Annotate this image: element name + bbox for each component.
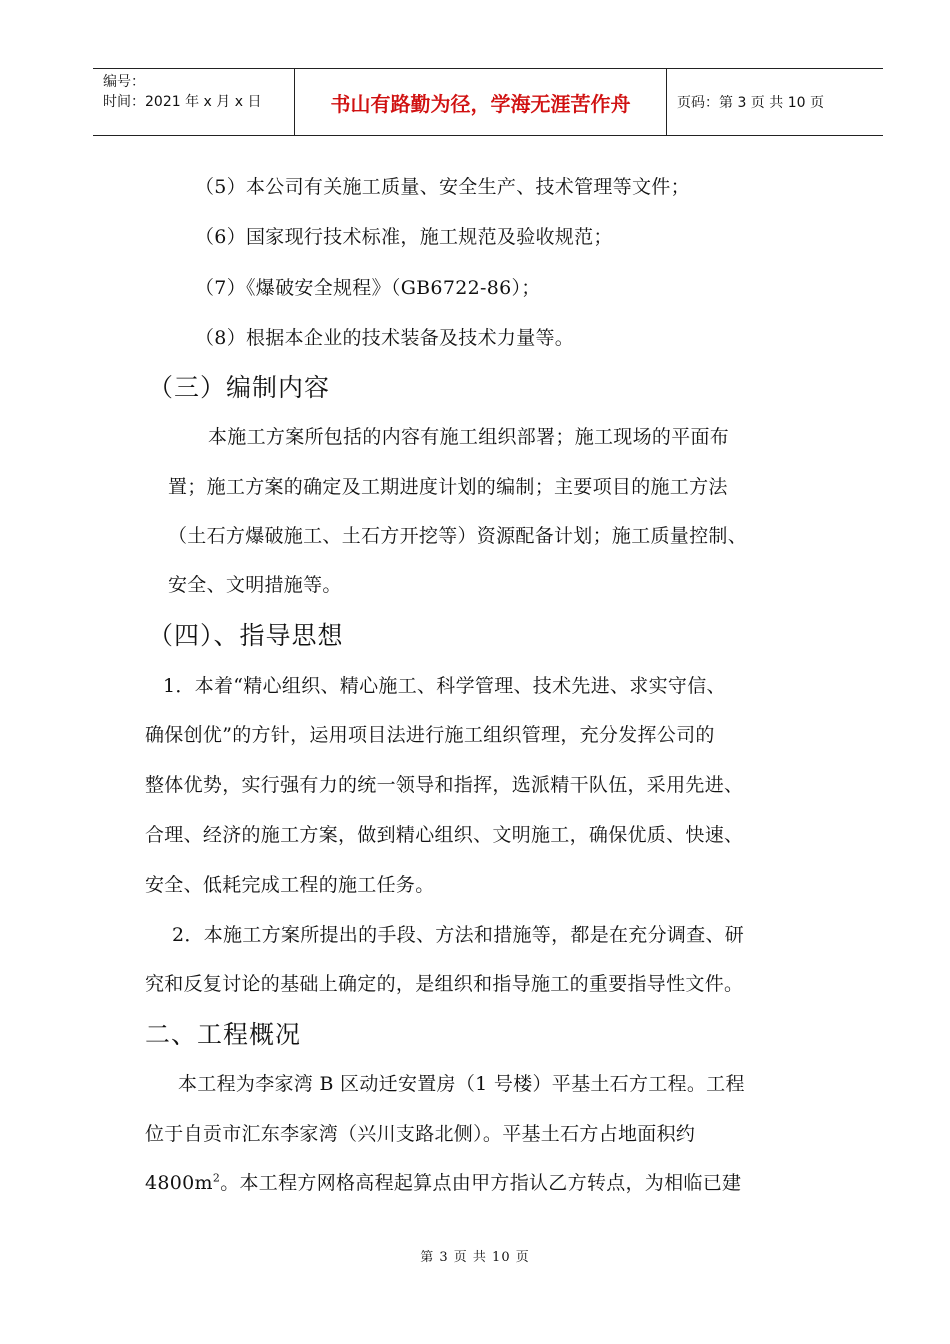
paragraph-line: （土石方爆破施工、土石方开挖等）资源配备计划；施工质量控制、 [168, 525, 748, 547]
paragraph-line: 本工程为李家湾 B 区动迁安置房（1 号楼）平基土石方工程。工程 [178, 1073, 745, 1095]
paragraph-line: 2．本施工方案所提出的手段、方法和措施等，都是在充分调查、研 [172, 924, 745, 946]
paragraph-line: 安全、文明措施等。 [168, 574, 342, 596]
list-item: （7）《爆破安全规程》（GB6722-86）； [195, 277, 541, 299]
header-motto: 书山有路勤为径，学海无涯苦作舟 [295, 69, 667, 135]
paragraph-line: 究和反复讨论的基础上确定的，是组织和指导施工的重要指导性文件。 [145, 973, 744, 995]
time-label: 时间：2021 年 x 月 x 日 [103, 94, 262, 110]
header-meta-cell [93, 69, 295, 135]
paragraph-line: 安全、低耗完成工程的施工任务。 [145, 874, 435, 896]
area-line-rest: 。本工程方网格高程起算点由甲方指认乙方转点，为相临已建 [220, 1172, 742, 1194]
page-header [93, 68, 883, 136]
section-heading-3: （三）编制内容 [148, 373, 331, 402]
paragraph-line: 1．本着“精心组织、精心施工、科学管理、技术先进、求实守信、 [163, 675, 726, 697]
area-value: 4800m [145, 1172, 213, 1194]
header-page-info: 页码：第 3 页 共 10 页 [677, 95, 824, 111]
paragraph-line: 本施工方案所包括的内容有施工组织部署；施工现场的平面布 [208, 426, 730, 448]
area-unit-exponent: 2 [212, 1171, 221, 1185]
code-label: 编号： [103, 74, 145, 90]
section-heading-two: 二、工程概况 [145, 1020, 302, 1049]
paragraph-line: 置；施工方案的确定及工期进度计划的编制；主要项目的施工方法 [168, 476, 728, 498]
paragraph-line: 位于自贡市汇东李家湾（兴川支路北侧）。平基土石方占地面积约 [145, 1123, 696, 1145]
list-item: （8）根据本企业的技术装备及技术力量等。 [195, 327, 575, 349]
page-footer: 第 3 页 共 10 页 [420, 1250, 530, 1265]
paragraph-line-area [145, 1168, 741, 1195]
list-item: （5）本公司有关施工质量、安全生产、技术管理等文件； [195, 176, 690, 198]
paragraph-line: 整体优势，实行强有力的统一领导和指挥，选派精干队伍，采用先进、 [145, 774, 744, 796]
paragraph-line: 合理、经济的施工方案，做到精心组织、文明施工，确保优质、快速、 [145, 824, 744, 846]
paragraph-line: 确保创优”的方针，运用项目法进行施工组织管理，充分发挥公司的 [145, 724, 715, 746]
list-item: （6）国家现行技术标准，施工规范及验收规范； [195, 226, 613, 248]
section-heading-4: （四）、指导思想 [148, 621, 344, 650]
